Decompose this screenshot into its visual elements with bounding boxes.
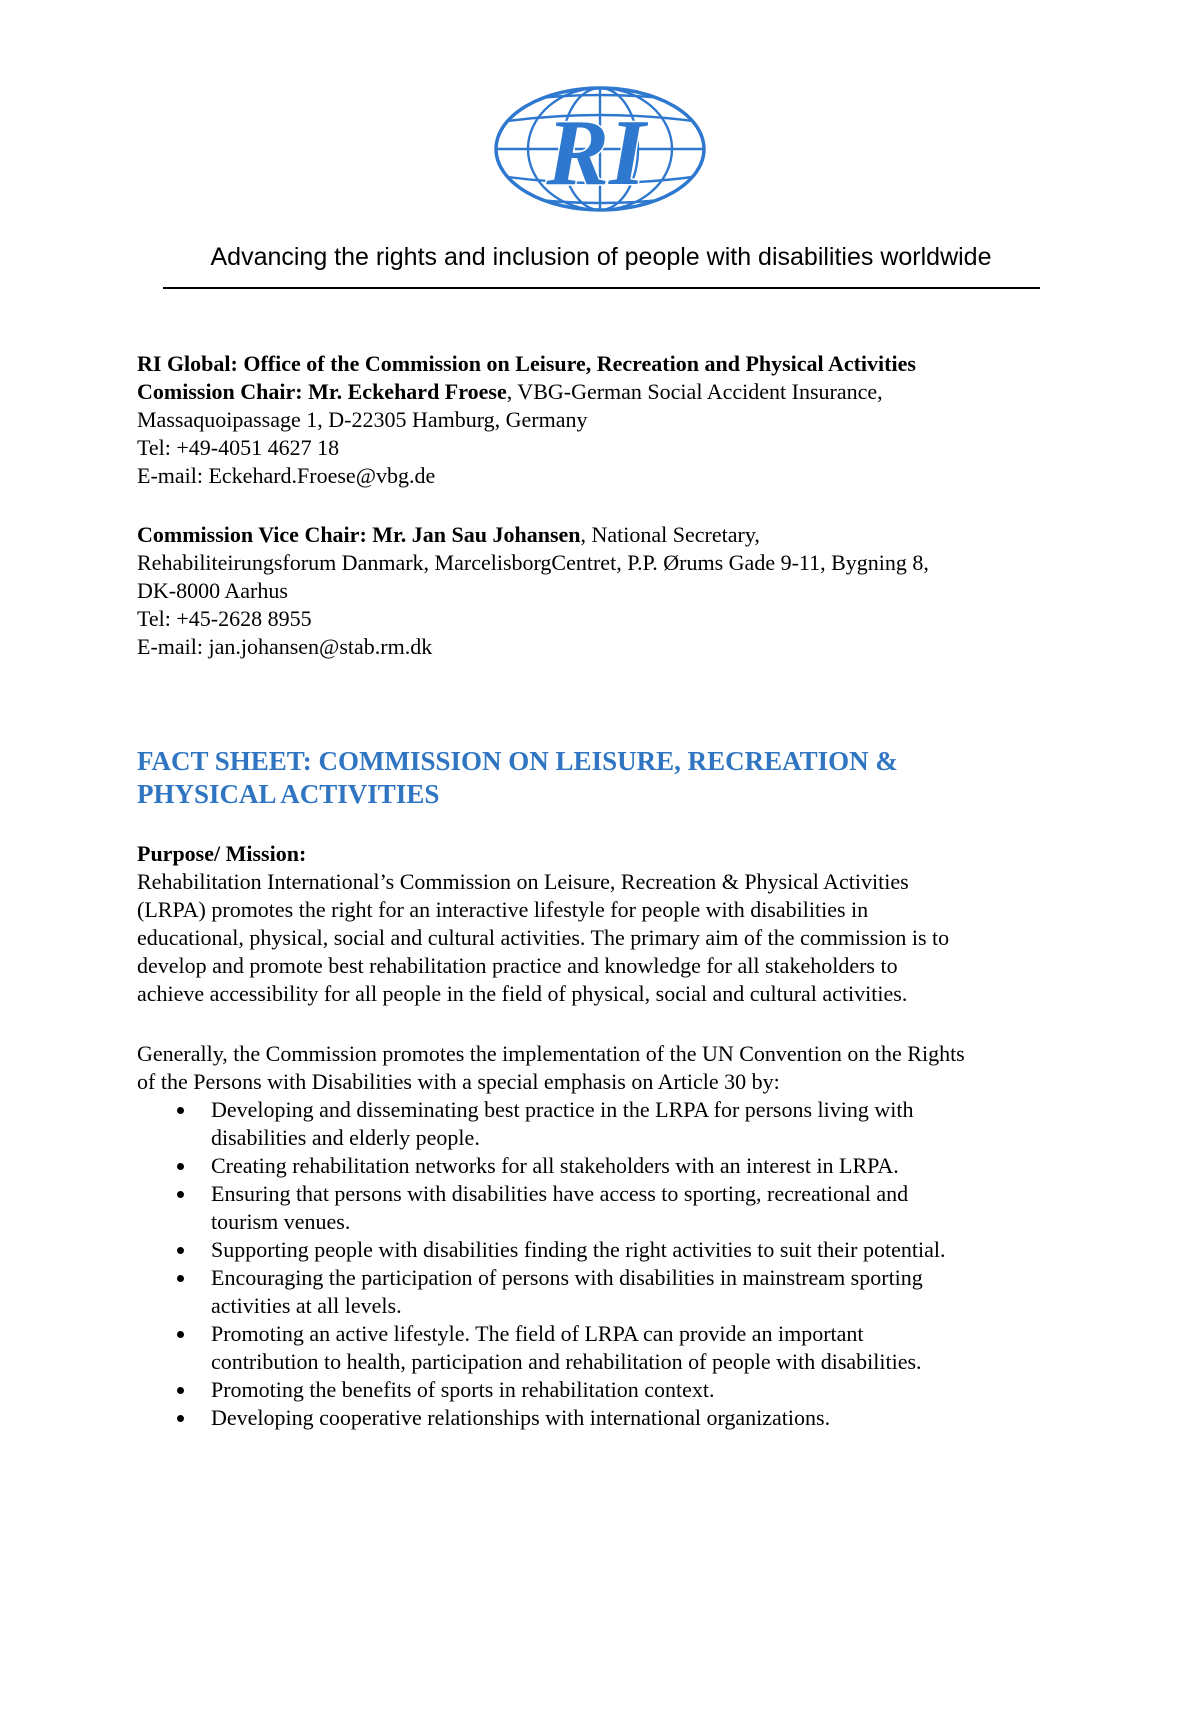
list-item-text: tourism venues. (211, 1209, 351, 1234)
list-item-text: Developing and disseminating best practice in the LRPA for persons living with (211, 1097, 914, 1122)
list-item (137, 1320, 1077, 1376)
purpose-line: Rehabilitation International’s Commission on Leisure, Recreation & Physical Activities (137, 869, 909, 894)
list-item-text: Promoting an active lifestyle. The field of LRPA can provide an important (211, 1321, 864, 1346)
list-item (137, 1180, 1077, 1236)
objectives-list (137, 1096, 1077, 1432)
general-line: Generally, the Commission promotes the implementation of the UN Convention on the Rights (137, 1041, 965, 1066)
vice-chair-address-2: DK-8000 Aarhus (137, 578, 288, 603)
chair-name: Comission Chair: Mr. Eckehard Froese (137, 379, 507, 404)
chair-contact-block (137, 350, 1077, 490)
office-line: RI Global: Office of the Commission on Leisure, Recreation and Physical Activities (137, 351, 916, 376)
vice-chair-address-1: Rehabiliteirungsforum Danmark, MarcelisborgCentret, P.P. Ørums Gade 9-11, Bygning 8, (137, 550, 929, 575)
bullet-icon (177, 1163, 184, 1170)
vice-chair-role: , National Secretary, (580, 522, 760, 547)
list-item-text: Promoting the benefits of sports in rehabilitation context. (211, 1377, 715, 1402)
purpose-line: educational, physical, social and cultural activities. The primary aim of the commission is to (137, 925, 950, 950)
logo-lettering: RI (546, 101, 646, 205)
list-item-text: contribution to health, participation and rehabilitation of people with disabilities. (211, 1349, 922, 1374)
bullet-icon (177, 1275, 184, 1282)
chair-tel: Tel: +49-4051 4627 18 (137, 435, 340, 460)
fact-sheet-title (137, 745, 1077, 811)
list-item-text: Developing cooperative relationships with international organizations. (211, 1405, 831, 1430)
ri-globe-logo (492, 84, 708, 214)
bullet-icon (177, 1107, 184, 1114)
purpose-line: develop and promote best rehabilitation practice and knowledge for all stakeholders to (137, 953, 898, 978)
purpose-line: (LRPA) promotes the right for an interactive lifestyle for people with disabilities in (137, 897, 869, 922)
bullet-icon (177, 1247, 184, 1254)
list-item (137, 1152, 1077, 1180)
list-item-text: activities at all levels. (211, 1293, 402, 1318)
purpose-line: achieve accessibility for all people in the field of physical, social and cultural activities. (137, 981, 908, 1006)
fact-sheet-title-line-2: PHYSICAL ACTIVITIES (137, 779, 440, 809)
tagline: Advancing the rights and inclusion of people with disabilities worldwide (210, 243, 992, 271)
bullet-icon (177, 1415, 184, 1422)
header-divider (163, 287, 1040, 289)
list-item-text: Supporting people with disabilities finding the right activities to suit their potential. (211, 1237, 946, 1262)
list-item-text: Ensuring that persons with disabilities have access to sporting, recreational and (211, 1181, 909, 1206)
purpose-heading: Purpose/ Mission: (137, 841, 307, 866)
vice-chair-email: E-mail: jan.johansen@stab.rm.dk (137, 634, 433, 659)
list-item (137, 1404, 1077, 1432)
list-item (137, 1264, 1077, 1320)
chair-email: E-mail: Eckehard.Froese@vbg.de (137, 463, 436, 488)
bullet-icon (177, 1191, 184, 1198)
list-item (137, 1096, 1077, 1152)
list-item-text: Encouraging the participation of persons with disabilities in mainstream sporting (211, 1265, 923, 1290)
vice-chair-tel: Tel: +45-2628 8955 (137, 606, 312, 631)
fact-sheet-title-line-1: FACT SHEET: COMMISSION ON LEISURE, RECREATION & (137, 746, 898, 776)
purpose-section (137, 840, 1077, 1008)
purpose-paragraph (137, 868, 1077, 1008)
chair-organization: , VBG-German Social Accident Insurance, (506, 379, 883, 404)
list-item (137, 1236, 1077, 1264)
vice-chair-contact-block (137, 521, 1077, 661)
bullet-icon (177, 1387, 184, 1394)
general-line: of the Persons with Disabilities with a special emphasis on Article 30 by: (137, 1069, 780, 1094)
list-item-text: disabilities and elderly people. (211, 1125, 480, 1150)
list-item-text: Creating rehabilitation networks for all stakeholders with an interest in LRPA. (211, 1153, 899, 1178)
general-paragraph (137, 1040, 1077, 1096)
vice-chair-line (137, 521, 1077, 549)
list-item (137, 1376, 1077, 1404)
vice-chair-name: Commission Vice Chair: Mr. Jan Sau Johansen (137, 522, 581, 547)
chair-line (137, 378, 1077, 406)
chair-address: Massaquoipassage 1, D-22305 Hamburg, Germany (137, 407, 588, 432)
bullet-icon (177, 1331, 184, 1338)
